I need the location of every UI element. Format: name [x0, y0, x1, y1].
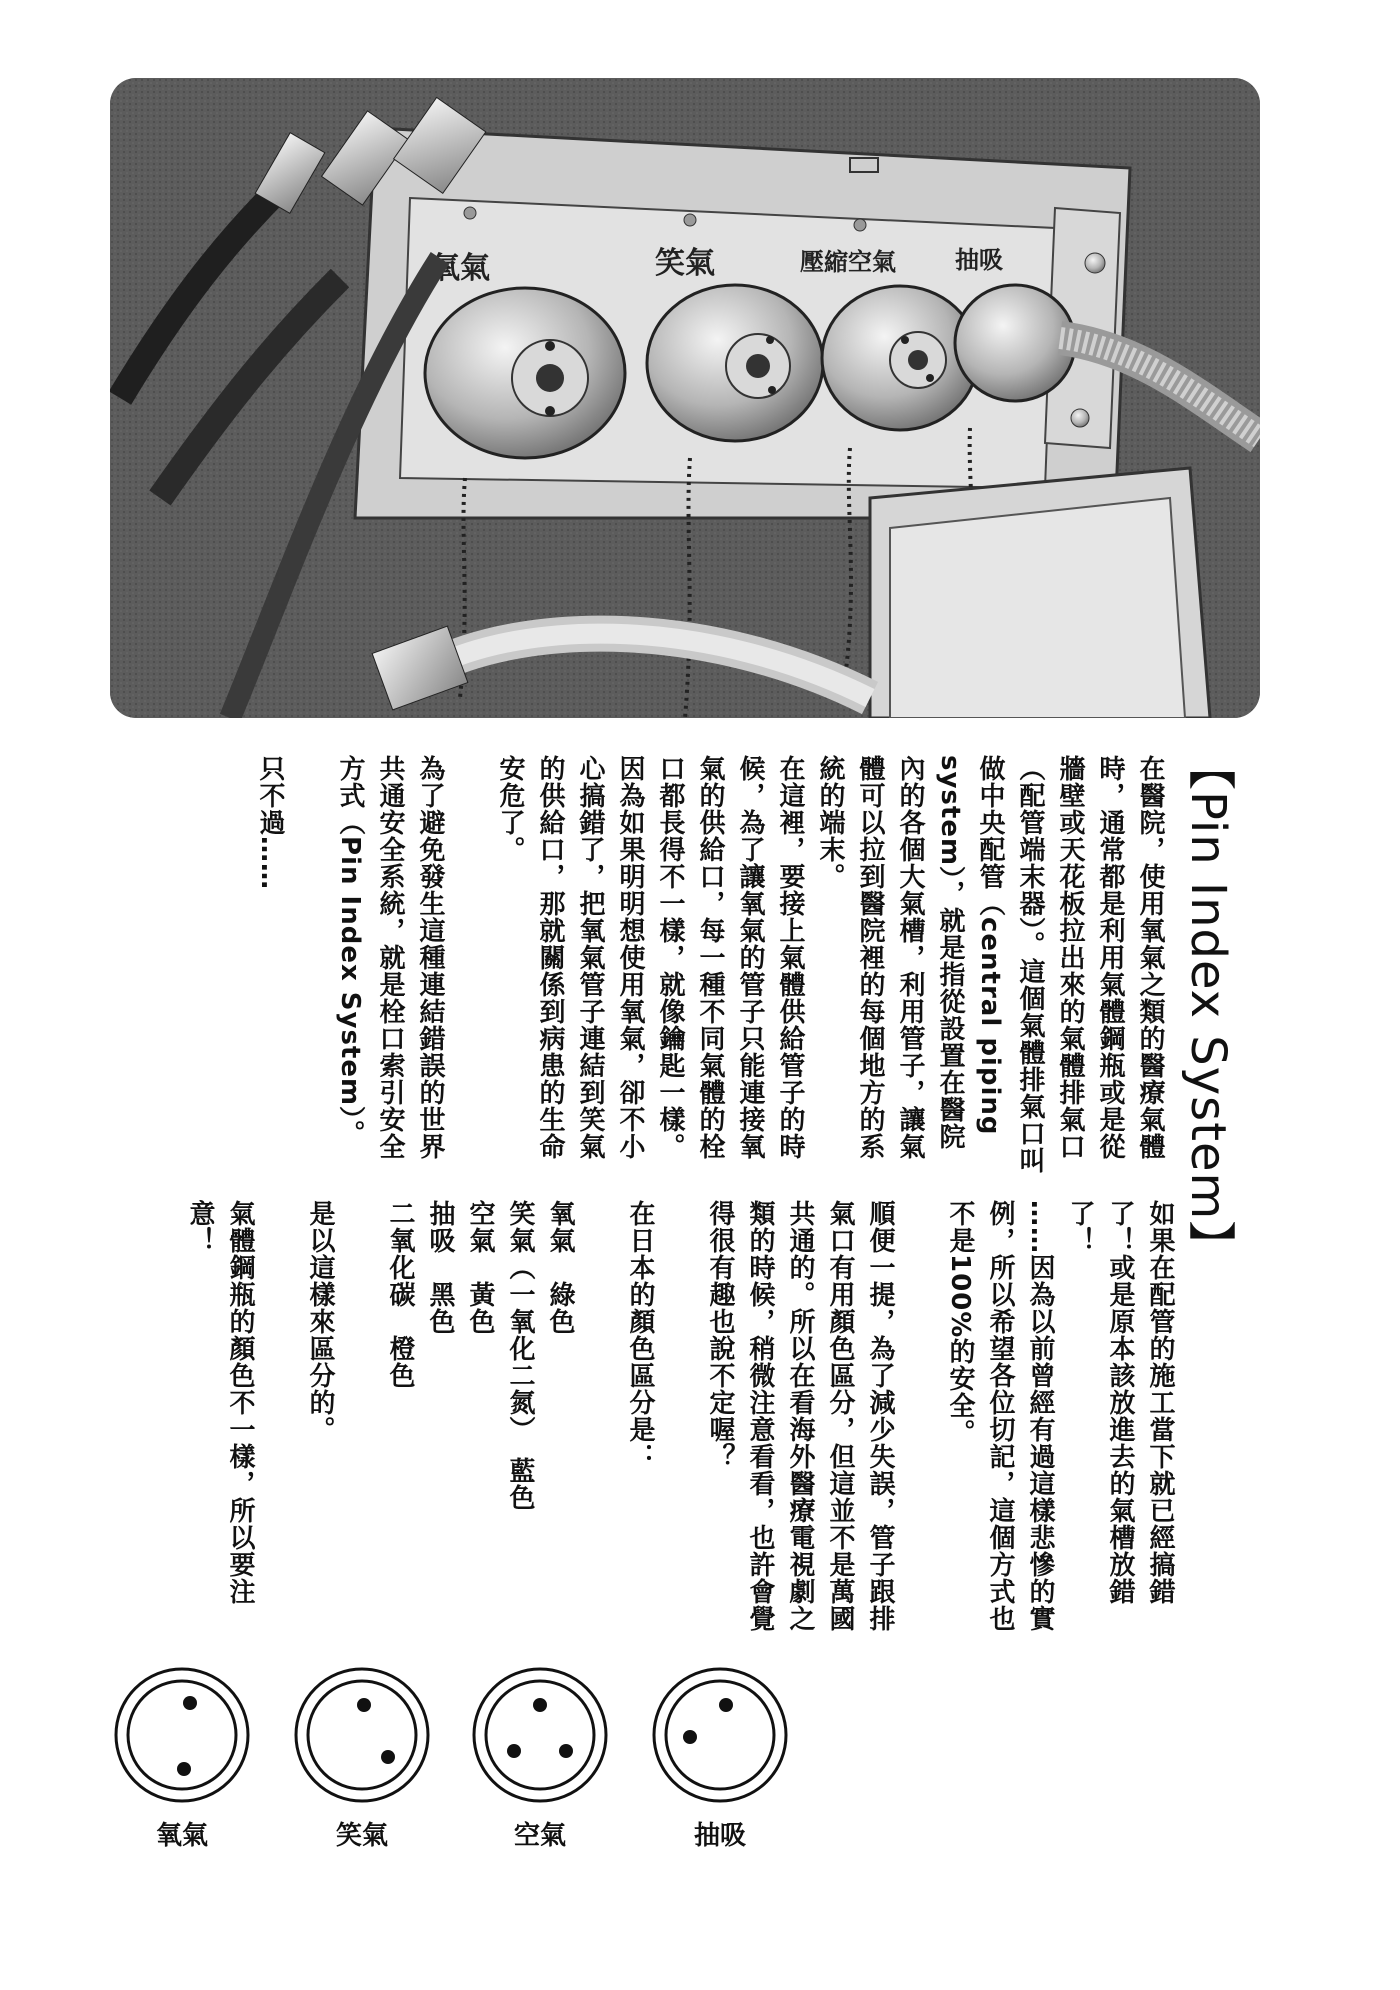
air-outlet	[822, 286, 978, 430]
gas-outlet-illustration	[110, 78, 1260, 718]
pin-label: 空氣	[513, 1821, 566, 1851]
pin-diagram-nitrous	[292, 1665, 442, 1855]
color-item: 二氧化碳 橙色	[385, 1200, 415, 1389]
pin-label: 笑氣	[335, 1821, 388, 1851]
right-text-block	[170, 755, 1170, 1175]
page-title: 【Pin Index System】	[1180, 742, 1236, 1270]
pin-label: 氧氣	[155, 1821, 208, 1851]
label-suction: 抽吸	[955, 246, 1003, 274]
pin-circle-suction	[650, 1665, 790, 1805]
pin-diagram-suction	[650, 1665, 800, 1855]
pin-circle-oxygen	[112, 1665, 252, 1805]
label-oxygen: 氧氣	[430, 251, 490, 286]
pin-diagram-oxygen	[112, 1665, 262, 1855]
color-item: 空氣 黃色	[465, 1200, 495, 1335]
paragraph-however: 只不過……	[255, 755, 285, 890]
paragraph-pin-index: 為了避免發生這種連結錯誤的世界共通安全系統，就是栓口索引安全方式（Pin Index System）。	[335, 755, 445, 1160]
paragraph-intro: 在醫院，使用氧氣之類的醫療氣體時，通常都是利用氣體鋼瓶或是從牆壁或天花板拉出來的氣體排氣口（配管端末器）。這個氣體排氣口叫做中央配管（central piping system），就是指從設置在醫院內的各個大氣槽，利用管子，讓氣體可以拉到醫院裡的每個地方的系統的端末。	[815, 755, 1165, 1174]
paragraph-cylinder: 氣體鋼瓶的顏色不一樣，所以要注意！	[185, 1200, 255, 1605]
nitrous-outlet	[647, 285, 823, 441]
paragraph-japan-colors: 在日本的顏色區分是：	[625, 1200, 655, 1470]
paragraph-warning: ……因為以前曾經有過這樣悲慘的實例，所以希望各位切記，這個方式也不是100%的安全。	[945, 1200, 1055, 1632]
color-item: 笑氣（一氧化二氮） 藍色	[505, 1200, 535, 1511]
color-item: 抽吸 黑色	[425, 1200, 455, 1335]
paragraph-mistake: 如果在配管的施工當下就已經搞錯了！或是原本該放進去的氣槽放錯了！	[1065, 1200, 1175, 1605]
label-air: 壓縮空氣	[800, 248, 896, 276]
color-item: 氧氣 綠色	[545, 1200, 575, 1335]
left-text-block	[130, 1200, 1180, 1640]
paragraph-distinguish: 是以這樣來區分的。	[305, 1200, 335, 1443]
pin-diagram-air	[470, 1665, 620, 1855]
pin-label: 抽吸	[693, 1821, 746, 1851]
pin-circle-nitrous	[292, 1665, 432, 1805]
suction-outlet	[955, 285, 1075, 401]
label-nitrous: 笑氣	[655, 246, 715, 281]
paragraph-connection: 在這裡，要接上氣體供給管子的時候，為了讓氧氣的管子只能連接氧氣的供給口，每一種不同氣體的栓口都長得不一樣，就像鑰匙一樣。因為如果明明想使用氧氣，卻不小心搞錯了，把氧氣管子連結到笑氣的供給口，那就關係到病患的生命安危了。	[495, 755, 805, 1160]
paragraph-colors-note: 順便一提，為了減少失誤，管子跟排氣口有用顏色區分，但這並不是萬國共通的。所以在看海外醫療電視劇之類的時候，稍微注意看看，也許會覺得很有趣也說不定喔？	[705, 1200, 895, 1632]
pin-circle-air	[470, 1665, 610, 1805]
oxygen-outlet	[425, 288, 625, 458]
